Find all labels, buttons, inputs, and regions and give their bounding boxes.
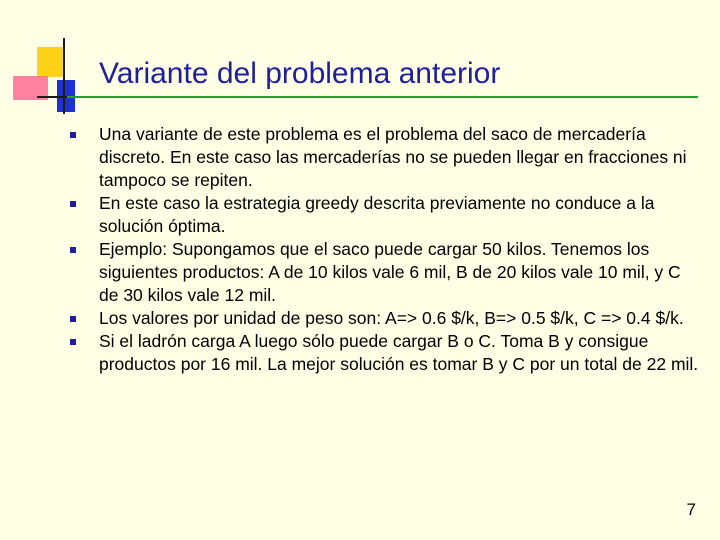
bullet-text: Ejemplo: Supongamos que el saco puede cargar 50 kilos. Tenemos los siguientes productos: A de 10 kilos vale 6 mil, B de 20 kilos vale 10 mil, y C de 30 kilos vale 12 mil. xyxy=(99,239,681,305)
bullet-text: Los valores por unidad de peso son: A=> 0.6 $/k, B=> 0.5 $/k, C => 0.4 $/k. xyxy=(99,308,684,328)
bullet-item xyxy=(67,307,699,330)
square-bullet-icon xyxy=(70,247,76,253)
page-number: 7 xyxy=(686,500,696,519)
decorative-vertical-line xyxy=(63,38,65,114)
square-bullet-icon xyxy=(70,132,76,138)
bullet-text: Si el ladrón carga A luego sólo puede cargar B o C. Toma B y consigue productos por 16 mil. La mejor solución es tomar B y C por un total de 22 mil. xyxy=(99,331,699,374)
slide-title: Variante del problema anterior xyxy=(99,57,501,90)
bullet-item xyxy=(67,238,699,307)
square-bullet-icon xyxy=(70,339,76,345)
title-underline-rule xyxy=(67,96,698,98)
bullet-item xyxy=(67,192,699,238)
bullet-list xyxy=(67,123,699,376)
bullet-item xyxy=(67,123,699,192)
bullet-text: Una variante de este problema es el problema del saco de mercadería discreto. En este caso las mercaderías no se pueden llegar en fracciones ni tampoco se repiten. xyxy=(99,124,687,190)
bullet-text: En este caso la estrategia greedy descrita previamente no conduce a la solución óptima. xyxy=(99,193,655,236)
square-bullet-icon xyxy=(70,201,76,207)
square-bullet-icon xyxy=(70,316,76,322)
decorative-horizontal-line-dark xyxy=(37,96,67,98)
bullet-item xyxy=(67,330,699,376)
decorative-square-yellow xyxy=(37,47,63,77)
